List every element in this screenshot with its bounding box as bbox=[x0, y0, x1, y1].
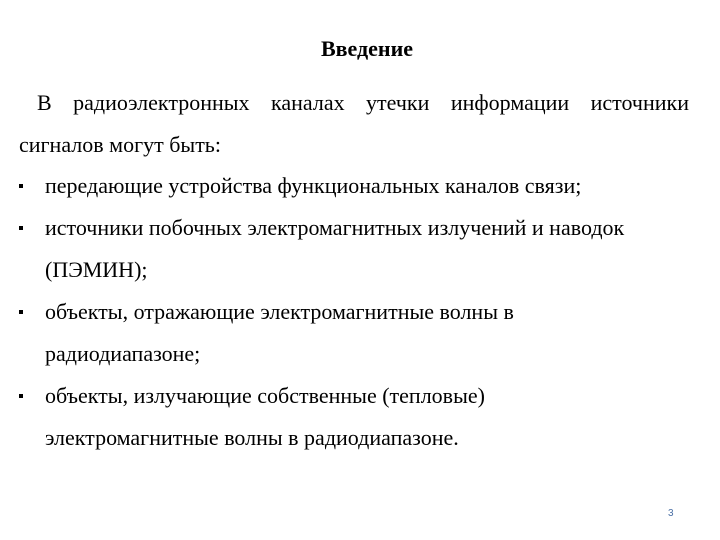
list-item-line-2: (ПЭМИН); bbox=[45, 257, 148, 282]
list-item-line-2: радиодиапазоне; bbox=[45, 341, 201, 366]
list-item-line-2: электромагнитные волны в радиодиапазоне. bbox=[45, 425, 459, 450]
intro-line-2: сигналов могут быть: bbox=[19, 132, 221, 157]
list-item bbox=[0, 207, 720, 291]
intro-line-1: В радиоэлектронных каналах утечки информации источники bbox=[37, 90, 689, 115]
page-number: 3 bbox=[668, 508, 674, 519]
list-item bbox=[0, 291, 720, 375]
list-item-line-1: объекты, отражающие электромагнитные волны в bbox=[45, 299, 514, 324]
bullet-icon bbox=[19, 310, 23, 314]
list-item-line-1: источники побочных электромагнитных излучений и наводок bbox=[45, 215, 625, 240]
bullet-list bbox=[0, 165, 720, 459]
slide-title-text: Введение bbox=[320, 36, 414, 61]
bullet-icon bbox=[19, 394, 23, 398]
list-item-line-1: передающие устройства функциональных каналов связи; bbox=[45, 173, 582, 198]
list-item bbox=[0, 375, 720, 459]
bullet-icon bbox=[19, 184, 23, 188]
list-item-line-1: объекты, излучающие собственные (тепловые) bbox=[45, 383, 485, 408]
slide-title bbox=[0, 36, 720, 62]
bullet-icon bbox=[19, 226, 23, 230]
list-item bbox=[0, 165, 720, 207]
intro-paragraph bbox=[19, 82, 689, 166]
